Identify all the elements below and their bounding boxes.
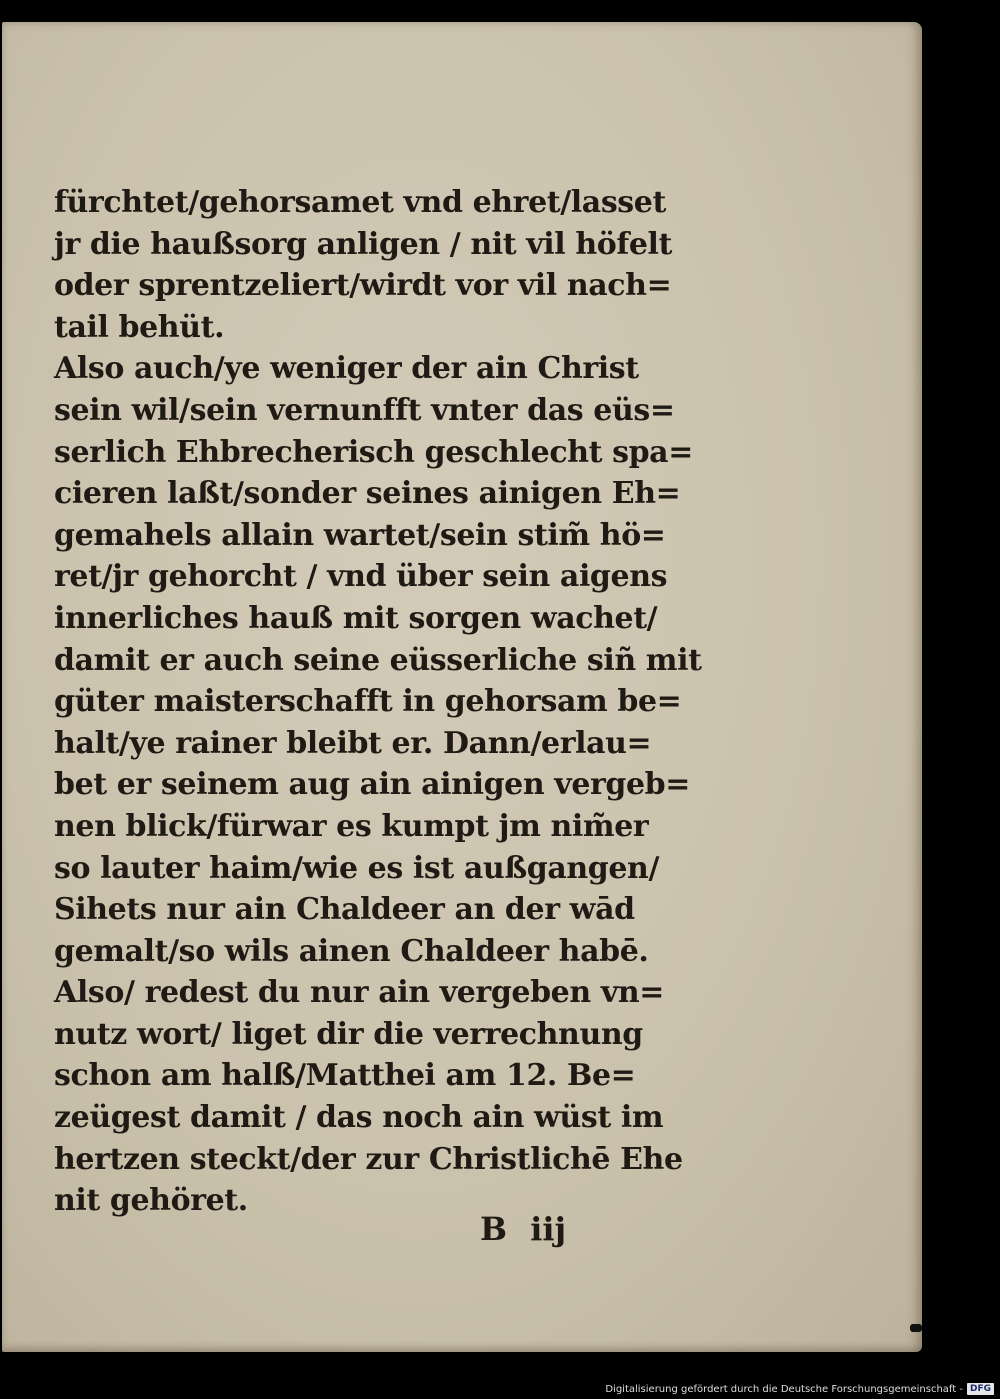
text-line: oder sprentzeliert/wirdt vor vil nach=	[54, 268, 672, 304]
text-line: halt/ye rainer bleibt er. Dann/erlau=	[54, 725, 652, 761]
page-edge-mark	[910, 1324, 922, 1332]
text-line: güter maisterschafft in gehorsam be=	[54, 684, 682, 720]
text-line: gemalt/so wils ainen Chaldeer habē.	[54, 933, 649, 969]
text-line: tail behüt.	[54, 309, 225, 345]
text-line: Sihets nur ain Chaldeer an der wād	[54, 892, 635, 928]
text-line: so lauter haim/wie es ist außgangen/	[54, 850, 659, 886]
text-line: nit gehöret.	[54, 1183, 248, 1219]
text-line: Also auch/ye weniger der ain Christ	[54, 351, 639, 387]
text-line: zeügest damit / das noch ain wüst im	[54, 1100, 664, 1136]
page-text-block	[54, 182, 702, 1222]
dfg-logo-icon: DFG	[967, 1383, 994, 1395]
signature-mark: B iij	[480, 1210, 567, 1248]
book-page	[2, 22, 922, 1352]
text-line: gemahels allain wartet/sein stim̃ hö=	[54, 517, 666, 553]
text-line: Also/ redest du nur ain vergeben vn=	[54, 975, 665, 1011]
text-line: damit er auch seine eüsserliche siñ mit	[54, 642, 702, 678]
text-line: nen blick/fürwar es kumpt jm nim̃er	[54, 808, 649, 844]
text-line: ret/jr gehorcht / vnd über sein aigens	[54, 559, 668, 595]
text-line: serlich Ehbrecherisch geschlecht spa=	[54, 434, 693, 470]
text-line: hertzen steckt/der zur Christlichē Ehe	[54, 1141, 683, 1177]
footer-credit	[605, 1382, 994, 1396]
footer-credit-text: Digitalisierung gefördert durch die Deutsche Forschungsgemeinschaft -	[605, 1383, 963, 1395]
text-line: nutz wort/ liget dir die verrechnung	[54, 1016, 643, 1052]
text-line: bet er seinem aug ain ainigen vergeb=	[54, 767, 690, 803]
text-line: jr die haußsorg anligen / nit vil höfelt	[54, 226, 672, 262]
text-line: fürchtet/gehorsamet vnd ehret/lasset	[54, 185, 666, 220]
text-line: schon am halß/Matthei am 12. Be=	[54, 1058, 636, 1094]
text-line: sein wil/sein vernunfft vnter das eüs=	[54, 392, 675, 428]
text-line: innerliches hauß mit sorgen wachet/	[54, 600, 658, 636]
text-line: cieren laßt/sonder seines ainigen Eh=	[54, 476, 681, 512]
